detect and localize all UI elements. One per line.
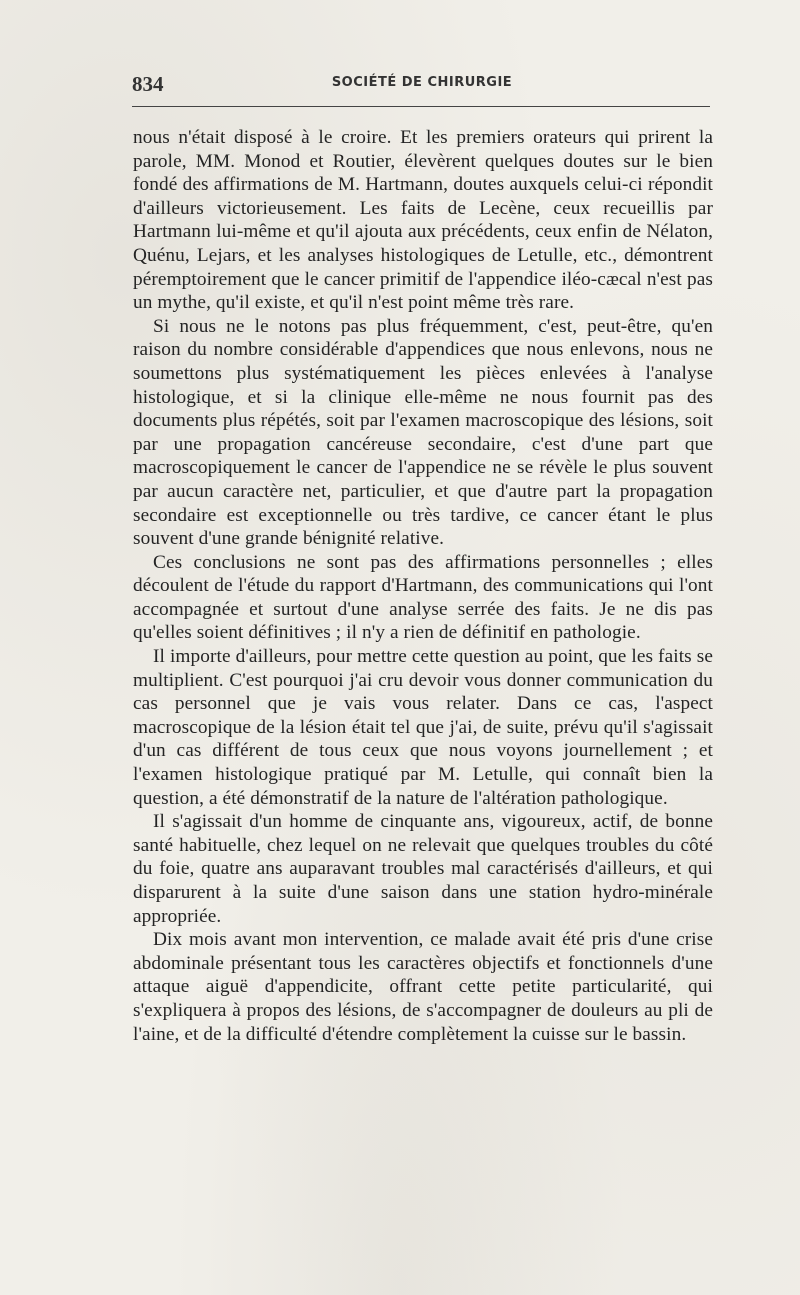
header-rule (132, 106, 710, 107)
paragraph-continuation: nous n'était disposé à le croire. Et les premiers orateurs qui prirent la parole, MM. Monod et Routier, élevèrent quelques doutes sur le bien fondé des affirmations de M. Hartmann, doutes auxquels celui-ci répondit d'ailleurs victorieusement. Les faits de Lecène, ceux recueillis par Hartmann lui-même et qu'il ajouta aux précédents, ceux enfin de Nélaton, Quénu, Lejars, et les analyses histologiques de Letulle, etc., démontrent péremptoirement que le cancer primitif de l'appendice iléo-cæcal n'est pas un mythe, qu'il existe, et qu'il n'est point même très rare. (133, 127, 713, 314)
paragraph: Si nous ne le notons pas plus fréquemment, c'est, peut-être, qu'en raison du nombre considérable d'appendices que nous enlevons, nous ne soumettons plus systématiquement les pièces enlevées à l'analyse histologique, et si la clinique elle-même ne nous fournit pas des documents plus répétés, soit par l'examen macroscopique des lésions, soit par une propagation cancéreuse secondaire, c'est d'une part que macroscopiquement le cancer de l'appendice ne se révèle le plus souvent par aucun caractère net, particulier, et que d'autre part la propagation secondaire est exceptionnelle ou très tardive, ce cancer étant le plus souvent d'une grande bénignité relative. (133, 315, 713, 550)
body-text (133, 126, 713, 1046)
paragraph: Il importe d'ailleurs, pour mettre cette question au point, que les faits se multiplient. C'est pourquoi j'ai cru devoir vous donner communication du cas personnel que je vais vous relater. Dans ce cas, l'aspect macroscopique de la lésion était tel que j'ai, de suite, prévu qu'il s'agissait d'un cas différent de tous ceux que nous voyons journellement ; et l'examen histologique pratiqué par M. Letulle, qui connaît bien la question, a été démonstratif de la nature de l'altération pathologique. (133, 646, 713, 809)
paragraph: Dix mois avant mon intervention, ce malade avait été pris d'une crise abdominale présentant tous les caractères objectifs et fonctionnels d'une attaque aiguë d'appendicite, offrant cette petite particularité, qui s'expliquera à propos des lésions, de s'accompagner de douleurs au pli de l'aine, et de la difficulté d'étendre complètement la cuisse sur le bassin. (133, 929, 713, 1045)
running-head (132, 72, 712, 96)
running-title: SOCIÉTÉ DE CHIRURGIE (331, 75, 513, 90)
page-number: 834 (132, 72, 164, 96)
paragraph: Ces conclusions ne sont pas des affirmations personnelles ; elles découlent de l'étude du rapport d'Hartmann, des communications qui l'ont accompagnée et surtout d'une analyse serrée des faits. Je ne dis pas qu'elles soient définitives ; il n'y a rien de définitif en pathologie. (133, 551, 713, 644)
paragraph: Il s'agissait d'un homme de cinquante ans, vigoureux, actif, de bonne santé habituelle, chez lequel on ne relevait que quelques troubles du côté du foie, quatre ans auparavant troubles mal caractérisés d'ailleurs, et qui disparurent à la suite d'une saison dans une station hydro-minérale appropriée. (133, 811, 713, 927)
